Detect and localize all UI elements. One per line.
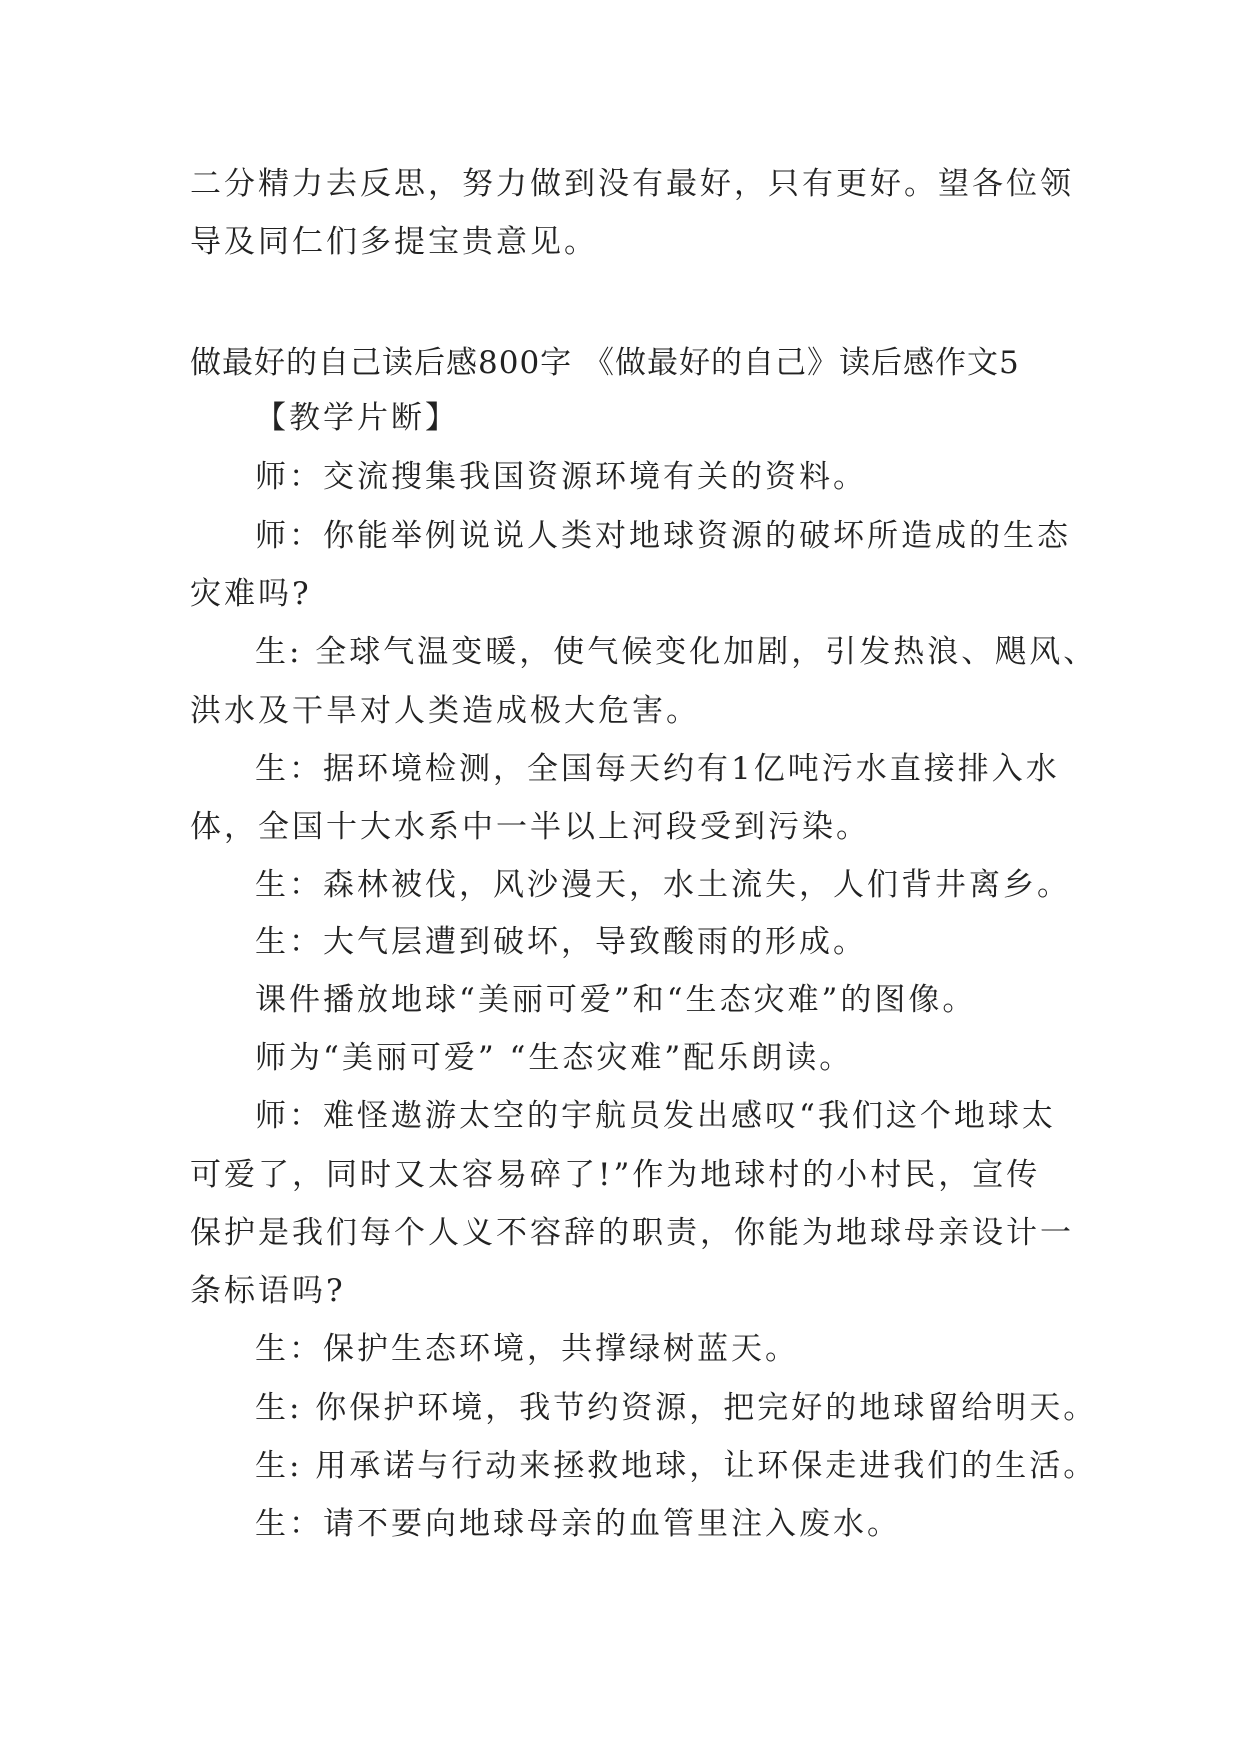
paragraph-line: 洪水及干旱对人类造成极大危害。 xyxy=(190,693,700,729)
paragraph-line: 可爱了，同时又太容易碎了!”作为地球村的小村民，宣传 xyxy=(190,1157,1041,1193)
paragraph-line: 师：你能举例说说人类对地球资源的破坏所造成的生态 xyxy=(255,518,1071,554)
paragraph-line: 课件播放地球“美丽可爱”和“生态灾难”的图像。 xyxy=(255,982,977,1018)
paragraph-line: 条标语吗? xyxy=(190,1273,346,1309)
paragraph-line: 生: 全球气温变暖，使气候变化加剧，引发热浪、飓风、 xyxy=(255,634,1098,670)
paragraph-line: 师：难怪遨游太空的宇航员发出感叹“我们这个地球太 xyxy=(255,1098,1056,1134)
paragraph-line: 二分精力去反思，努力做到没有最好，只有更好。望各位领 xyxy=(190,166,1074,202)
section-title: 做最好的自己读后感800字 《做最好的自己》读后感作文5 xyxy=(190,345,1020,381)
paragraph-line: 生：保护生态环境，共撑绿树蓝天。 xyxy=(255,1331,799,1367)
paragraph-line: 导及同仁们多提宝贵意见。 xyxy=(190,224,598,260)
paragraph-line: 生：森林被伐，风沙漫天，水土流失，人们背井离乡。 xyxy=(255,867,1071,903)
paragraph-line: 师为“美丽可爱” “生态灾难”配乐朗读。 xyxy=(255,1040,854,1076)
paragraph-line: 体，全国十大水系中一半以上河段受到污染。 xyxy=(190,809,870,845)
paragraph-line: 生: 用承诺与行动来拯救地球，让环保走进我们的生活。 xyxy=(255,1448,1098,1484)
paragraph-line: 保护是我们每个人义不容辞的职责，你能为地球母亲设计一 xyxy=(190,1215,1074,1251)
paragraph-line: 灾难吗? xyxy=(190,576,312,612)
section-heading: 【教学片断】 xyxy=(255,400,459,436)
paragraph-line: 生: 你保护环境，我节约资源，把完好的地球留给明天。 xyxy=(255,1390,1098,1426)
paragraph-line: 师：交流搜集我国资源环境有关的资料。 xyxy=(255,459,867,495)
paragraph-line: 生：据环境检测，全国每天约有1亿吨污水直接排入水 xyxy=(255,751,1060,787)
paragraph-line: 生：大气层遭到破坏，导致酸雨的形成。 xyxy=(255,924,867,960)
paragraph-line: 生：请不要向地球母亲的血管里注入废水。 xyxy=(255,1506,901,1542)
